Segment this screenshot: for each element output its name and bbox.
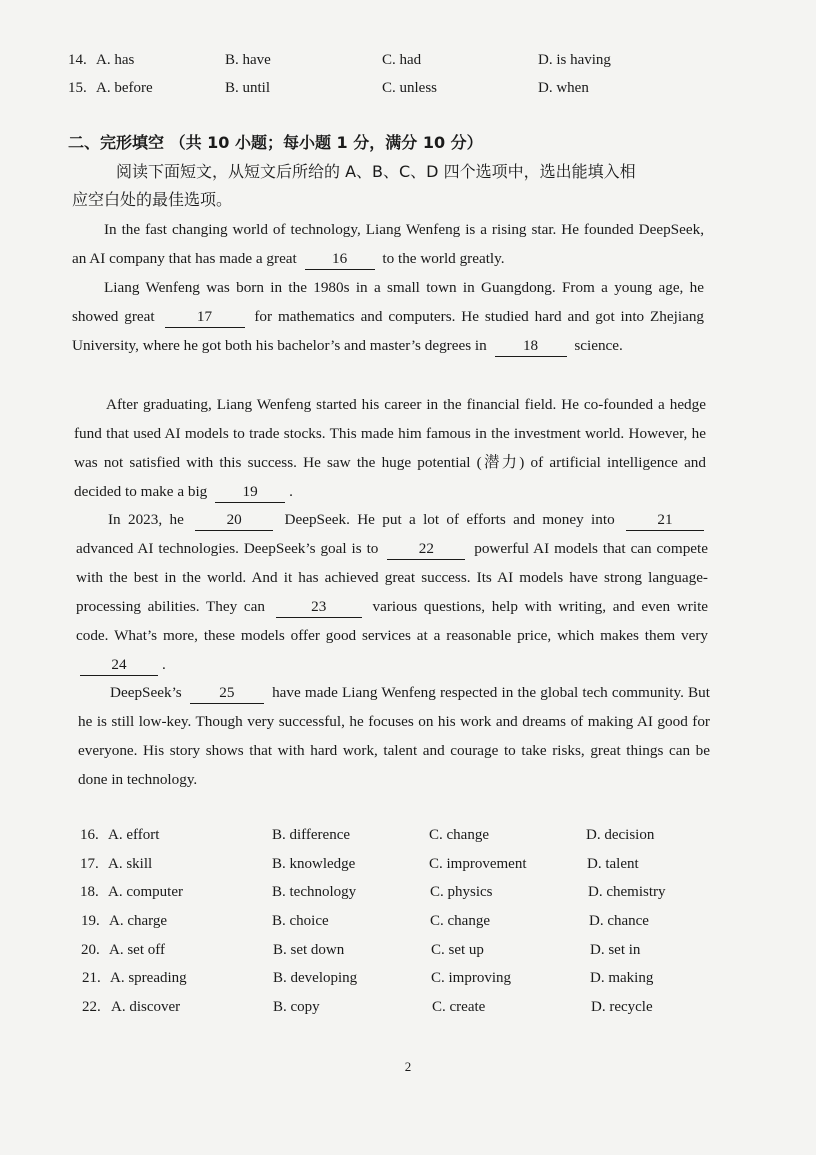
- option-d: D. making: [590, 970, 654, 986]
- option-b: B. set down: [273, 942, 345, 958]
- passage-text: powerful AI models that can compete with the best in the world. And it has achieved great success. Its AI models have strong language-processing abilities. They can: [76, 540, 709, 615]
- option-d: D. chemistry: [588, 884, 666, 900]
- blank-20: 20: [195, 510, 273, 531]
- option-b: B. until: [225, 80, 271, 96]
- option-c: C. improving: [431, 970, 512, 986]
- option-d: D. when: [538, 80, 589, 96]
- option-d: D. recycle: [591, 999, 653, 1015]
- option-a: A. set off: [109, 942, 165, 958]
- question-number: 15.: [68, 80, 87, 96]
- passage-text: DeepSeek. He put a lot of efforts and money into: [284, 511, 615, 528]
- option-b: B. have: [225, 52, 271, 68]
- option-b: B. copy: [273, 999, 320, 1015]
- question-number: 21.: [82, 970, 101, 986]
- option-row-21: [0, 970, 816, 994]
- option-a: A. effort: [108, 827, 160, 843]
- passage-text: to the world greatly.: [382, 250, 505, 267]
- option-a: A. charge: [109, 913, 168, 929]
- instruction-line-2: 应空白处的最佳选项。: [72, 190, 233, 209]
- passage-text: DeepSeek’s: [110, 684, 182, 701]
- blank-19: 19: [215, 482, 285, 503]
- question-number: 20.: [81, 942, 100, 958]
- option-d: D. talent: [587, 856, 639, 872]
- passage-text: for mathematics and computers. He studied hard and got into Zhejiang University, where he got both his bachelor’s and master’s degrees in: [72, 308, 705, 354]
- option-a: A. spreading: [110, 970, 187, 986]
- option-c: C. improvement: [429, 856, 527, 872]
- option-a: A. has: [96, 52, 135, 68]
- passage-paragraph-4: [76, 505, 708, 679]
- blank-21: 21: [626, 510, 704, 531]
- passage-text: have made Liang Wenfeng respected in the global tech community. But he is still low-key. Though very successful, he focuses on his work and dreams of making AI good for everyone. His story shows that with hard work, talent and courage to take risks, great things can be done in technology.: [78, 684, 710, 788]
- option-row-14: [0, 52, 816, 76]
- question-number: 22.: [82, 999, 101, 1015]
- option-c: C. had: [382, 52, 422, 68]
- option-b: B. technology: [272, 884, 357, 900]
- option-row-17: [0, 856, 816, 880]
- question-number: 14.: [68, 52, 87, 68]
- blank-24: 24: [80, 655, 158, 676]
- option-c: C. unless: [382, 80, 438, 96]
- option-c: C. change: [429, 827, 489, 843]
- passage-paragraph-1: [72, 215, 704, 273]
- option-b: B. choice: [272, 913, 329, 929]
- option-c: C. change: [430, 913, 490, 929]
- option-c: C. set up: [431, 942, 484, 958]
- passage-text: advanced AI technologies. DeepSeek’s goal is to: [76, 540, 379, 557]
- option-a: A. before: [96, 80, 153, 96]
- passage-text: .: [162, 656, 166, 673]
- option-c: C. create: [432, 999, 486, 1015]
- passage-text: .: [289, 483, 293, 500]
- option-d: D. is having: [538, 52, 611, 68]
- option-b: B. difference: [272, 827, 351, 843]
- blank-25: 25: [190, 683, 264, 704]
- option-row-15: [0, 80, 816, 104]
- option-c: C. physics: [430, 884, 493, 900]
- option-row-18: [0, 884, 816, 908]
- question-number: 19.: [81, 913, 100, 929]
- blank-17: 17: [165, 307, 245, 328]
- option-a: A. discover: [111, 999, 181, 1015]
- option-d: D. set in: [590, 942, 641, 958]
- option-b: B. developing: [273, 970, 358, 986]
- question-number: 17.: [80, 856, 99, 872]
- option-d: D. decision: [586, 827, 655, 843]
- blank-16: 16: [305, 249, 375, 270]
- option-d: D. chance: [589, 913, 649, 929]
- option-row-22: [0, 999, 816, 1023]
- passage-text: Liang Wenfeng was born in the 1980s in a small town in Guangdong. From a young age, he showed great: [72, 279, 704, 325]
- option-a: A. skill: [108, 856, 153, 872]
- question-number: 16.: [80, 827, 99, 843]
- option-a: A. computer: [108, 884, 183, 900]
- option-row-16: [0, 827, 816, 851]
- passage-text: In 2023, he: [108, 511, 184, 528]
- option-b: B. knowledge: [272, 856, 356, 872]
- option-row-20: [0, 942, 816, 966]
- passage-text: science.: [574, 337, 623, 354]
- passage-paragraph-2: [72, 273, 704, 360]
- blank-18: 18: [495, 336, 567, 357]
- blank-22: 22: [387, 539, 465, 560]
- passage-text: After graduating, Liang Wenfeng started his career in the financial field. He co-founded a hedge fund that used AI models to trade stocks. This made him famous in the investment world. However, he was not satisfied with this success. He saw the huge potential (潜力) of artificial intelligence and decided to make a big: [74, 396, 706, 500]
- option-row-19: [0, 913, 816, 937]
- instruction-line-1: 阅读下面短文，从短文后所给的 A、B、C、D 四个选项中，选出能填入相: [116, 162, 636, 181]
- section-title: 二、完形填空 （共 10 小题；每小题 1 分，满分 10 分）: [68, 133, 483, 152]
- passage-paragraph-5: [78, 678, 710, 794]
- passage-text: In the fast changing world of technology, Liang Wenfeng is a rising star. He founded DeepSeek, an AI company that has made a great: [72, 221, 704, 267]
- blank-23: 23: [276, 597, 362, 618]
- passage-text: various questions, help with writing, and even write code. What’s more, these models offer good services at a reasonable price, which makes them very: [76, 598, 709, 644]
- question-number: 18.: [80, 884, 99, 900]
- page-number: 2: [404, 1059, 412, 1074]
- passage-paragraph-3: [74, 390, 706, 506]
